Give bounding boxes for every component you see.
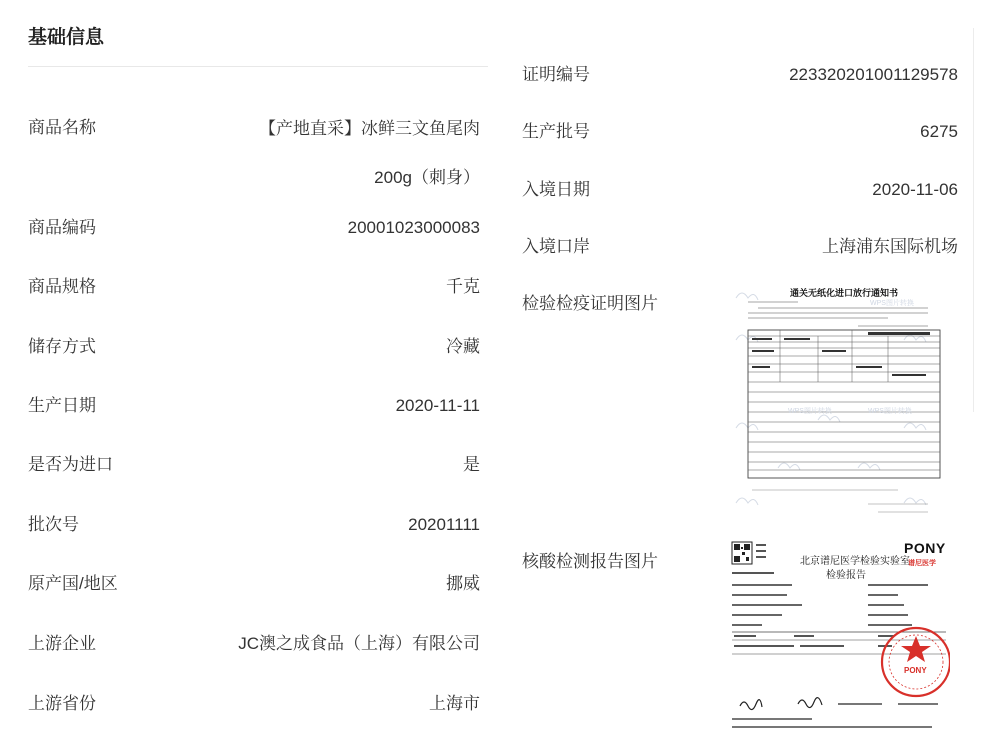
field-value: 冷藏 (446, 337, 480, 356)
info-row-product-code (28, 216, 480, 276)
panel-border (973, 28, 974, 412)
info-row-production-date (28, 394, 480, 454)
cert-row-entry-date (522, 178, 958, 236)
field-label: 生产日期 (28, 396, 96, 415)
field-value: 20201111 (408, 515, 480, 534)
field-label: 原产国/地区 (28, 574, 118, 593)
cert-row-batch (522, 120, 958, 178)
qr-code-icon (732, 542, 752, 564)
pony-logo: PONY (904, 540, 946, 556)
cert-row-number (522, 63, 958, 121)
field-value: 223320201001129578 (789, 65, 958, 84)
field-value: 是 (463, 455, 480, 474)
seal-brand: PONY (904, 666, 927, 675)
field-value: 千克 (446, 277, 480, 296)
pony-logo-cn: 谱尼医学 (908, 560, 936, 567)
field-value: 上海市 (429, 694, 480, 713)
quarantine-certificate-image[interactable] (728, 278, 946, 520)
field-value: 2020-11-11 (395, 396, 480, 415)
field-label: 入境口岸 (522, 237, 590, 256)
field-label: 检验检疫证明图片 (522, 294, 658, 313)
info-row-product-name (28, 116, 480, 187)
info-row-upstream-company (28, 632, 480, 692)
field-value: 上海浦东国际机场 (822, 237, 958, 256)
info-row-imported (28, 453, 480, 513)
field-label: 上游省份 (28, 694, 96, 713)
field-label: 商品名称 (28, 118, 96, 137)
field-label: 上游企业 (28, 634, 96, 653)
info-row-spec (28, 275, 480, 335)
certificate-title: 通关无纸化进口放行通知书 (790, 288, 899, 298)
watermark-text: WPS图片转换 (788, 408, 832, 415)
lab-name: 北京谱尼医学检验实验室 (800, 556, 910, 567)
field-value: 6275 (920, 122, 958, 141)
field-label: 储存方式 (28, 337, 96, 356)
field-label: 商品编码 (28, 218, 96, 237)
info-row-upstream-province (28, 692, 480, 752)
field-value: JC澳之成食品（上海）有限公司 (238, 634, 480, 653)
info-row-storage (28, 335, 480, 395)
info-row-origin (28, 572, 480, 632)
title-divider (28, 66, 488, 67)
certificate-document-graphic (728, 278, 946, 520)
field-value: 挪威 (446, 574, 480, 593)
field-label: 是否为进口 (28, 455, 113, 474)
field-label: 商品规格 (28, 277, 96, 296)
field-label: 入境日期 (522, 180, 590, 199)
section-title: 基础信息 (28, 27, 105, 48)
report-title: 检验报告 (826, 570, 866, 581)
field-value: 2020-11-06 (872, 180, 958, 199)
field-label: 批次号 (28, 515, 79, 534)
field-label: 核酸检测报告图片 (522, 552, 658, 571)
field-label: 生产批号 (522, 122, 590, 141)
field-label: 证明编号 (522, 65, 590, 84)
nucleic-report-image[interactable] (728, 538, 950, 736)
info-row-batch (28, 513, 480, 573)
watermark-text: WPS图片转换 (868, 408, 912, 415)
field-value: 20001023000083 (347, 218, 480, 237)
watermark-text: WPS图片转换 (870, 300, 914, 307)
field-value: 【产地直采】冰鲜三文鱼尾肉200g（刺身） (259, 119, 480, 187)
